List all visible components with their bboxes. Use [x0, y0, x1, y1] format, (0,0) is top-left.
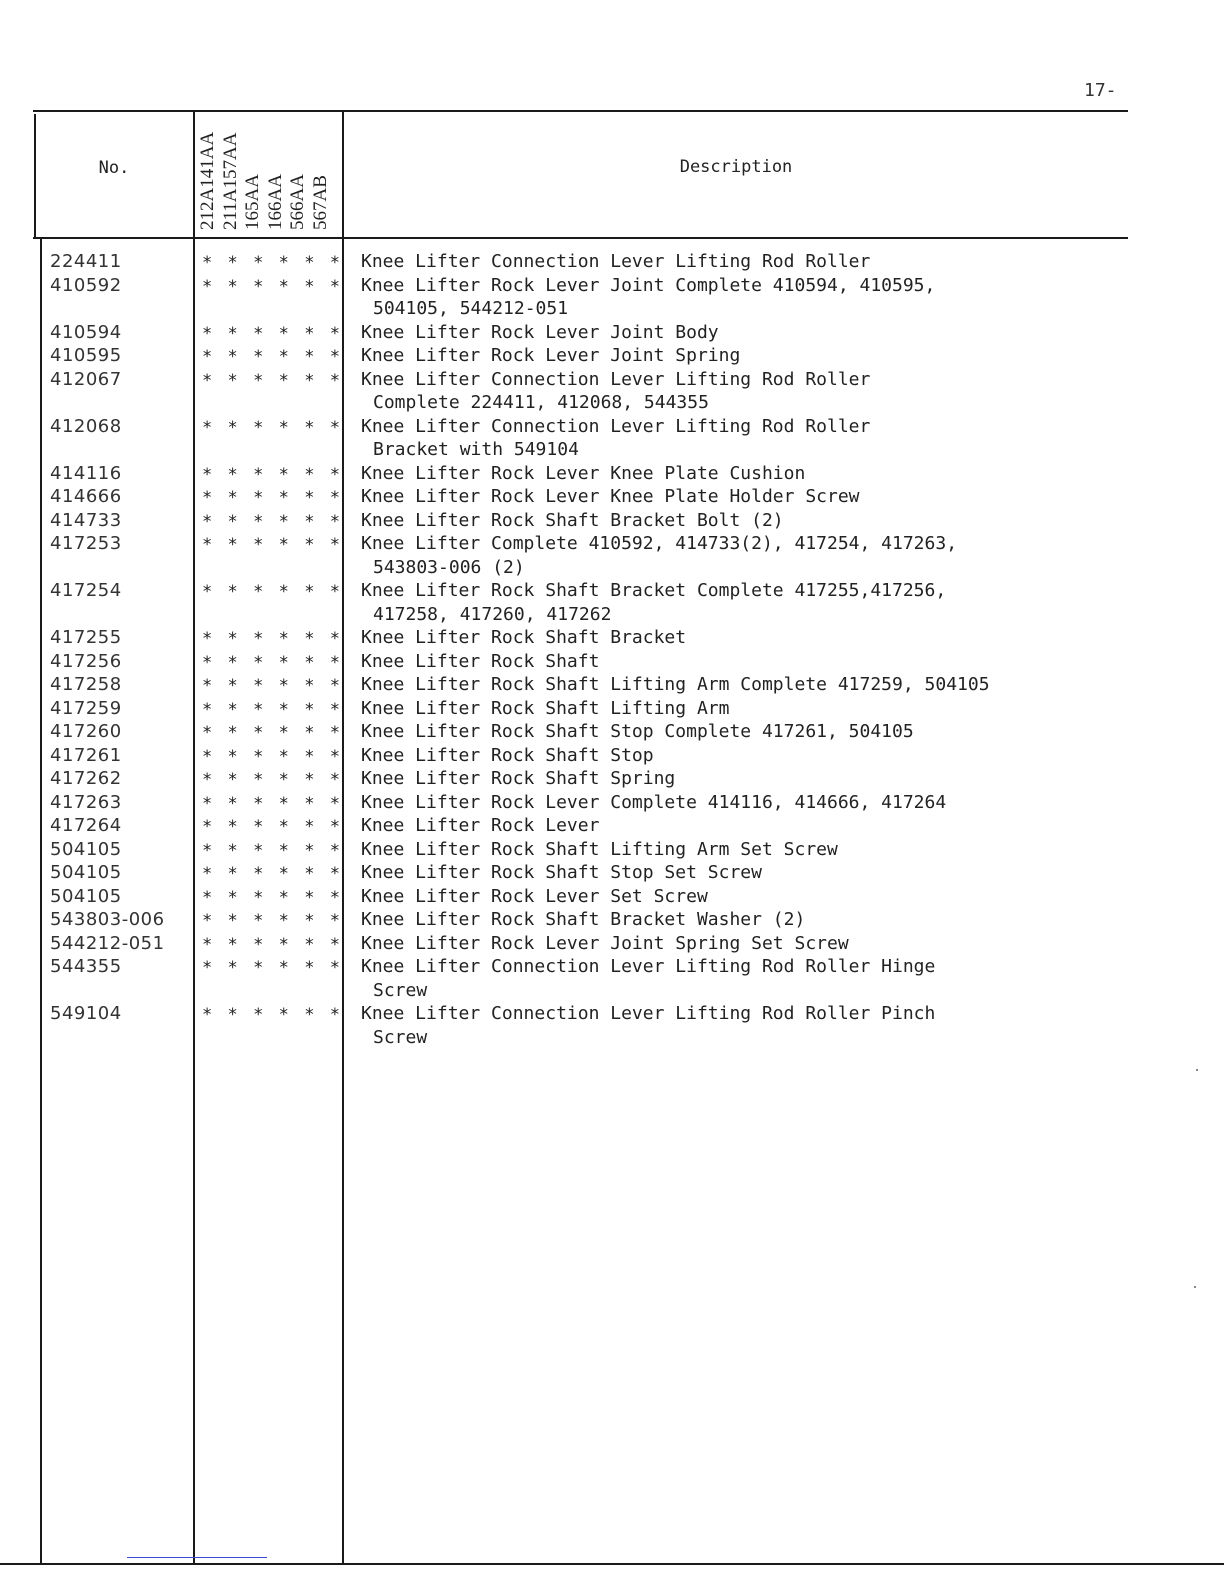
part-description	[361, 744, 1121, 768]
description-line: Knee Lifter Connection Lever Lifting Rod Roller	[361, 368, 871, 390]
model-header: 566AA	[287, 174, 308, 230]
part-number: 417259	[50, 697, 122, 719]
part-description	[361, 932, 1121, 956]
part-description	[361, 697, 1121, 721]
part-number: 417254	[50, 580, 122, 601]
table-row	[0, 462, 1224, 486]
table-row	[0, 368, 1224, 415]
description-line: Knee Lifter Rock Lever Joint Spring	[361, 345, 741, 366]
part-number: 544212-051	[50, 932, 165, 954]
table-row	[0, 344, 1224, 368]
description-line: Knee Lifter Complete 410592, 414733(2), 417254, 417263,	[361, 533, 958, 554]
part-number: 504105	[50, 885, 122, 907]
table-row	[0, 814, 1224, 838]
header-description: Description	[679, 157, 793, 177]
description-line: Knee Lifter Rock Shaft	[361, 650, 600, 672]
model-marks: * * * * * *	[202, 911, 340, 931]
model-marks: * * * * * *	[202, 840, 340, 861]
part-description	[361, 1002, 1121, 1049]
model-marks: * * * * * *	[202, 347, 340, 367]
part-number: 543803-006	[50, 909, 165, 930]
model-marks: * * * * * *	[202, 746, 340, 767]
model-marks: * * * * * *	[202, 276, 340, 297]
part-number: 544355	[50, 956, 122, 977]
description-line: Bracket with 549104	[373, 439, 579, 460]
part-number: 410594	[50, 321, 122, 343]
table-row	[0, 932, 1224, 956]
description-line: Knee Lifter Rock Shaft Bracket Complete 417255,417256,	[361, 580, 947, 601]
part-number: 504105	[50, 838, 122, 860]
table-row	[0, 744, 1224, 768]
part-description	[361, 274, 1121, 321]
table-row	[0, 532, 1224, 579]
part-description	[361, 767, 1121, 791]
model-marks: * * * * * *	[202, 488, 340, 508]
table-row	[0, 1002, 1224, 1049]
model-marks: * * * * * *	[202, 864, 340, 884]
description-line: Knee Lifter Connection Lever Lifting Rod Roller	[361, 251, 871, 272]
model-marks: * * * * * *	[202, 934, 340, 955]
part-description	[361, 650, 1121, 674]
model-marks: * * * * * *	[202, 629, 340, 649]
description-line: Knee Lifter Rock Lever Knee Plate Cushion	[361, 462, 806, 484]
part-description	[361, 885, 1121, 909]
part-number: 414666	[50, 486, 122, 507]
table-row	[0, 791, 1224, 815]
model-marks: * * * * * *	[202, 676, 340, 696]
part-number: 417256	[50, 650, 122, 672]
parts-list	[0, 250, 1224, 1049]
part-number: 412068	[50, 415, 122, 437]
part-number: 417264	[50, 815, 122, 836]
description-line: 417258, 417260, 417262	[373, 603, 612, 625]
table-row	[0, 767, 1224, 791]
part-description	[361, 485, 1121, 509]
description-line: 543803-006 (2)	[373, 556, 525, 578]
header-no: No.	[98, 158, 130, 178]
table-bottom-rule	[0, 1563, 1224, 1565]
description-line: Complete 224411, 412068, 544355	[373, 392, 709, 413]
description-line: Knee Lifter Rock Lever	[361, 815, 600, 836]
part-number: 504105	[50, 862, 122, 883]
part-description	[361, 250, 1121, 274]
model-marks: * * * * * *	[202, 370, 340, 391]
model-marks: * * * * * *	[202, 253, 340, 273]
table-row	[0, 274, 1224, 321]
part-description	[361, 955, 1121, 1002]
header-bottom-rule	[33, 237, 1128, 239]
part-number: 417260	[50, 721, 122, 742]
part-description	[361, 462, 1121, 486]
table-left-border	[34, 114, 36, 238]
table-row	[0, 250, 1224, 274]
description-line: Knee Lifter Rock Shaft Lifting Arm Set Screw	[361, 838, 838, 860]
table-row	[0, 485, 1224, 509]
footer-underline	[127, 1557, 267, 1558]
part-description	[361, 415, 1121, 462]
description-line: Knee Lifter Rock Shaft Bracket Bolt (2)	[361, 509, 784, 531]
table-row	[0, 415, 1224, 462]
model-marks: * * * * * *	[202, 887, 340, 908]
part-description	[361, 509, 1121, 533]
description-line: Knee Lifter Rock Lever Joint Body	[361, 321, 719, 343]
part-description	[361, 626, 1121, 650]
description-line: Knee Lifter Rock Shaft Bracket Washer (2)	[361, 909, 806, 930]
page-number: 17-	[1084, 80, 1117, 101]
model-header: 166AA	[264, 174, 286, 230]
part-description	[361, 720, 1121, 744]
description-line: Knee Lifter Rock Lever Complete 414116, 414666, 417264	[361, 791, 947, 813]
description-line: Knee Lifter Connection Lever Lifting Rod Roller Pinch	[361, 1003, 936, 1024]
model-header: 211A157AA	[219, 132, 241, 230]
table-row	[0, 697, 1224, 721]
model-marks: * * * * * *	[202, 723, 340, 743]
description-line: Knee Lifter Rock Lever Knee Plate Holder Screw	[361, 486, 860, 507]
model-marks: * * * * * *	[202, 817, 340, 837]
part-description	[361, 532, 1121, 579]
part-number: 412067	[50, 368, 122, 390]
part-description	[361, 368, 1121, 415]
table-row	[0, 861, 1224, 885]
description-line: Screw	[373, 1026, 428, 1048]
model-marks: * * * * * *	[202, 323, 340, 344]
part-number: 417253	[50, 533, 122, 554]
table-top-rule	[33, 110, 1128, 112]
part-number: 410595	[50, 345, 122, 366]
part-description	[361, 321, 1121, 345]
table-row	[0, 955, 1224, 1002]
part-number: 414116	[50, 462, 122, 484]
table-row	[0, 321, 1224, 345]
description-line: Knee Lifter Rock Shaft Stop	[361, 744, 654, 766]
model-header: 212A141AA	[197, 131, 218, 230]
description-line: Knee Lifter Rock Shaft Stop Set Screw	[361, 862, 762, 883]
model-marks: * * * * * *	[202, 464, 340, 485]
model-marks: * * * * * *	[202, 699, 340, 720]
description-line: Knee Lifter Rock Shaft Stop Complete 417261, 504105	[361, 721, 914, 742]
description-line: Knee Lifter Rock Shaft Lifting Arm Complete 417259, 504105	[361, 674, 990, 695]
part-description	[361, 838, 1121, 862]
model-marks: * * * * * *	[202, 582, 340, 602]
model-marks: * * * * * *	[202, 652, 340, 673]
part-description	[361, 791, 1121, 815]
table-row	[0, 626, 1224, 650]
scan-speck	[1194, 1286, 1196, 1288]
table-row	[0, 579, 1224, 626]
part-number: 549104	[50, 1003, 122, 1024]
part-number: 224411	[50, 251, 122, 272]
model-marks: * * * * * *	[202, 958, 340, 978]
description-line: Knee Lifter Connection Lever Lifting Rod Roller	[361, 415, 871, 437]
description-line: 504105, 544212-051	[373, 298, 569, 319]
model-marks: * * * * * *	[202, 770, 340, 790]
part-number: 417262	[50, 768, 122, 789]
table-row	[0, 509, 1224, 533]
description-line: Knee Lifter Rock Lever Set Screw	[361, 885, 708, 907]
part-number: 417261	[50, 744, 122, 766]
model-columns-header	[195, 116, 343, 236]
description-line: Knee Lifter Rock Shaft Bracket	[361, 627, 687, 648]
part-description	[361, 673, 1121, 697]
model-marks: * * * * * *	[202, 511, 340, 532]
description-line: Knee Lifter Connection Lever Lifting Rod Roller Hinge	[361, 956, 936, 977]
description-line: Knee Lifter Rock Shaft Spring	[361, 768, 676, 789]
part-description	[361, 579, 1121, 626]
part-number: 417263	[50, 791, 122, 813]
description-line: Knee Lifter Rock Shaft Lifting Arm	[361, 697, 730, 719]
description-line: Knee Lifter Rock Lever Joint Complete 410594, 410595,	[361, 274, 936, 296]
model-marks: * * * * * *	[202, 535, 340, 555]
model-header: 567AB	[309, 175, 331, 230]
part-number: 410592	[50, 274, 122, 296]
model-header: 165AA	[242, 174, 263, 230]
table-row	[0, 673, 1224, 697]
model-marks: * * * * * *	[202, 793, 340, 814]
part-description	[361, 814, 1121, 838]
table-row	[0, 885, 1224, 909]
model-marks: * * * * * *	[202, 1005, 340, 1025]
table-row	[0, 720, 1224, 744]
part-number: 417258	[50, 674, 122, 695]
part-number: 417255	[50, 627, 122, 648]
part-number: 414733	[50, 509, 122, 531]
table-row	[0, 650, 1224, 674]
model-marks: * * * * * *	[202, 417, 340, 438]
part-description	[361, 861, 1121, 885]
table-row	[0, 908, 1224, 932]
part-description	[361, 344, 1121, 368]
scan-speck	[1196, 1069, 1198, 1071]
part-description	[361, 908, 1121, 932]
table-row	[0, 838, 1224, 862]
description-line: Knee Lifter Rock Lever Joint Spring Set Screw	[361, 932, 849, 954]
description-line: Screw	[373, 979, 428, 1001]
